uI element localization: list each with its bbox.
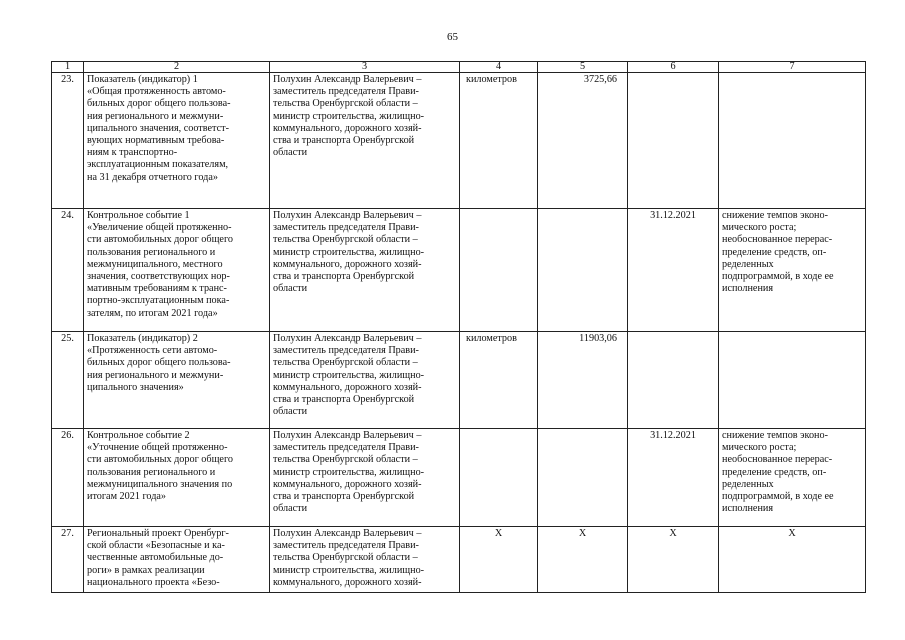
row-unit xyxy=(460,209,538,332)
row-name: Контрольное событие 1 «Увеличение общей протяженно- сти автомобильных дорог общего пользования регионального и межмуниципального, местного значения, соответствующих нор- мативным требованиям к транс- портно-эксплуатационным пока- зателям, по итогам 2021 года» xyxy=(84,209,270,332)
row-number: 25. xyxy=(52,332,84,429)
column-header: 1 xyxy=(52,62,84,73)
row-number: 24. xyxy=(52,209,84,332)
column-header: 5 xyxy=(538,62,628,73)
row-name: Региональный проект Оренбург- ской области «Безопасные и ка- чественные автомобильные до- роги» в рамках реализации национального проекта «Безо- xyxy=(84,527,270,593)
row-date: 31.12.2021 xyxy=(628,209,719,332)
row-risk xyxy=(719,73,866,209)
row-unit: Х xyxy=(460,527,538,593)
row-name: Показатель (индикатор) 2 «Протяженность сети автомо- бильных дорог общего пользова- ния регионального и межмуни- ципального значения» xyxy=(84,332,270,429)
row-value: 3725,66 xyxy=(538,73,628,209)
row-date xyxy=(628,332,719,429)
row-date: Х xyxy=(628,527,719,593)
row-unit: километров xyxy=(460,332,538,429)
table-row xyxy=(52,527,866,593)
row-unit: километров xyxy=(460,73,538,209)
row-number: 26. xyxy=(52,429,84,527)
row-risk: снижение темпов эконо- мического роста; необоснованное перерас- пределение средств, оп- ределенных подпрограммой, в ходе ее исполнения xyxy=(719,209,866,332)
row-number: 23. xyxy=(52,73,84,209)
column-header: 4 xyxy=(460,62,538,73)
column-header: 2 xyxy=(84,62,270,73)
row-value: Х xyxy=(538,527,628,593)
row-name: Контрольное событие 2 «Уточнение общей протяженно- сти автомобильных дорог общего пользования регионального и межмуниципального значения по итогам 2021 года» xyxy=(84,429,270,527)
row-risk: снижение темпов эконо- мического роста; необоснованное перерас- пределение средств, оп- ределенных подпрограммой, в ходе ее исполнения xyxy=(719,429,866,527)
column-header: 3 xyxy=(270,62,460,73)
row-responsible: Полухин Александр Валерьевич – заместитель председателя Прави- тельства Оренбургской области – министр строительства, жилищно- коммунального, дорожного хозяй- ства и транспорта Оренбургской области xyxy=(270,73,460,209)
row-responsible: Полухин Александр Валерьевич – заместитель председателя Прави- тельства Оренбургской области – министр строительства, жилищно- коммунального, дорожного хозяй- ства и транспорта Оренбургской области xyxy=(270,332,460,429)
row-value xyxy=(538,429,628,527)
row-risk xyxy=(719,332,866,429)
page-number: 65 xyxy=(447,31,458,43)
row-responsible: Полухин Александр Валерьевич – заместитель председателя Прави- тельства Оренбургской области – министр строительства, жилищно- коммунального, дорожного хозяй- ства и транспорта Оренбургской области xyxy=(270,429,460,527)
row-unit xyxy=(460,429,538,527)
table-row xyxy=(52,73,866,209)
table-row xyxy=(52,332,866,429)
column-header: 7 xyxy=(719,62,866,73)
table-row xyxy=(52,209,866,332)
column-number-row xyxy=(52,62,866,73)
table-row xyxy=(52,429,866,527)
row-date xyxy=(628,73,719,209)
document-table xyxy=(51,61,866,593)
column-header: 6 xyxy=(628,62,719,73)
row-date: 31.12.2021 xyxy=(628,429,719,527)
row-responsible: Полухин Александр Валерьевич – заместитель председателя Прави- тельства Оренбургской области – министр строительства, жилищно- коммунального, дорожного хозяй- xyxy=(270,527,460,593)
row-value: 11903,06 xyxy=(538,332,628,429)
row-name: Показатель (индикатор) 1 «Общая протяженность автомо- бильных дорог общего пользова- ния регионального и межмуни- ципального значения, соответст- вующих нормативным требова- ниям к транспортно- эксплуатационным показателям, на 31 декабря отчетного года» xyxy=(84,73,270,209)
row-responsible: Полухин Александр Валерьевич – заместитель председателя Прави- тельства Оренбургской области – министр строительства, жилищно- коммунального, дорожного хозяй- ства и транспорта Оренбургской области xyxy=(270,209,460,332)
row-risk: Х xyxy=(719,527,866,593)
row-number: 27. xyxy=(52,527,84,593)
row-value xyxy=(538,209,628,332)
